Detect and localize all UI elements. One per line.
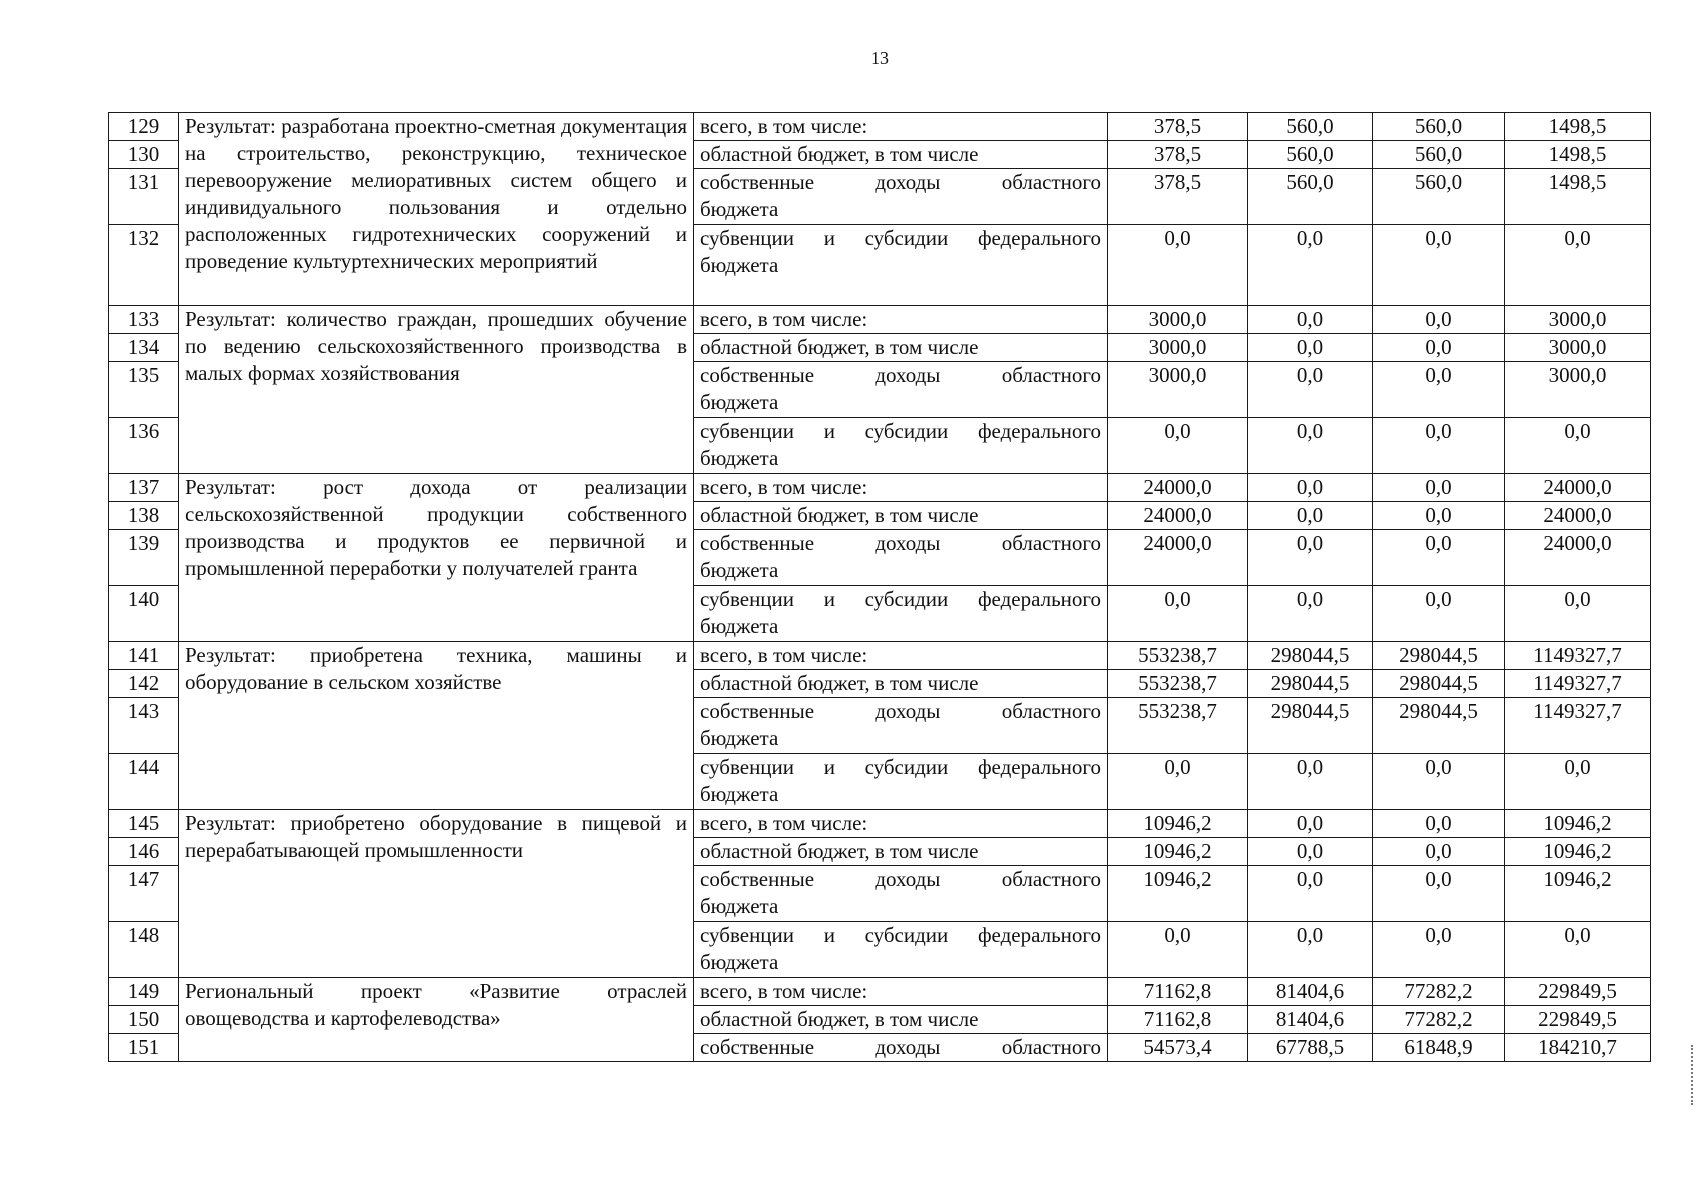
row-number: 129 bbox=[109, 113, 179, 141]
value-total: 1149327,7 bbox=[1505, 698, 1651, 754]
value-year-3: 560,0 bbox=[1373, 141, 1505, 169]
value-year-3: 298044,5 bbox=[1373, 642, 1505, 670]
row-number: 131 bbox=[109, 169, 179, 225]
value-year-3: 0,0 bbox=[1373, 334, 1505, 362]
source-own-line bbox=[700, 1034, 1101, 1061]
value-total: 1498,5 bbox=[1505, 113, 1651, 141]
value-total: 1498,5 bbox=[1505, 141, 1651, 169]
value-year-2: 560,0 bbox=[1248, 141, 1373, 169]
value-year-3: 77282,2 bbox=[1373, 978, 1505, 1006]
source-own-line bbox=[700, 362, 1101, 389]
value-total: 0,0 bbox=[1505, 922, 1651, 978]
value-year-2: 67788,5 bbox=[1248, 1034, 1373, 1062]
margin-mark bbox=[1688, 1045, 1693, 1105]
value-total: 3000,0 bbox=[1505, 334, 1651, 362]
value-year-1: 3000,0 bbox=[1108, 334, 1248, 362]
source-own-word: доходы bbox=[875, 867, 941, 891]
value-year-1: 10946,2 bbox=[1108, 810, 1248, 838]
source-federal: субвенции и субсидии федерального бюджета bbox=[694, 922, 1108, 978]
value-total: 10946,2 bbox=[1505, 838, 1651, 866]
value-total: 0,0 bbox=[1505, 225, 1651, 306]
row-number: 150 bbox=[109, 1006, 179, 1034]
result-description: Результат: разработана проектно-сметная документация на строительство, реконструкцию, техническое перевооружение мелиоративных систем общего и индивидуального пользования и отдельно расположенных гидротехнических сооружений и проведение культуртехнических мероприятий bbox=[179, 113, 694, 306]
row-number: 142 bbox=[109, 670, 179, 698]
value-total: 24000,0 bbox=[1505, 530, 1651, 586]
value-year-2: 298044,5 bbox=[1248, 670, 1373, 698]
table-row bbox=[109, 113, 1651, 141]
source-own-word: областного bbox=[1001, 531, 1101, 555]
value-year-2: 0,0 bbox=[1248, 810, 1373, 838]
budget-table-body bbox=[109, 113, 1651, 1062]
source-federal: субвенции и субсидии федерального бюджета bbox=[694, 418, 1108, 474]
value-year-3: 0,0 bbox=[1373, 922, 1505, 978]
value-year-3: 0,0 bbox=[1373, 530, 1505, 586]
source-own-word: доходы bbox=[875, 170, 941, 194]
source-own-word: доходы bbox=[875, 699, 941, 723]
source-total: всего, в том числе: bbox=[694, 306, 1108, 334]
source-own-word: областного bbox=[1001, 867, 1101, 891]
value-year-2: 560,0 bbox=[1248, 113, 1373, 141]
value-year-1: 553238,7 bbox=[1108, 698, 1248, 754]
value-year-1: 378,5 bbox=[1108, 141, 1248, 169]
value-total: 3000,0 bbox=[1505, 362, 1651, 418]
row-number: 144 bbox=[109, 754, 179, 810]
value-year-2: 298044,5 bbox=[1248, 642, 1373, 670]
value-total: 1149327,7 bbox=[1505, 670, 1651, 698]
value-year-3: 0,0 bbox=[1373, 362, 1505, 418]
source-total: всего, в том числе: bbox=[694, 642, 1108, 670]
page-number: 13 bbox=[871, 48, 889, 68]
value-year-3: 0,0 bbox=[1373, 586, 1505, 642]
value-year-2: 0,0 bbox=[1248, 838, 1373, 866]
value-year-3: 61848,9 bbox=[1373, 1034, 1505, 1062]
value-total: 3000,0 bbox=[1505, 306, 1651, 334]
value-total: 24000,0 bbox=[1505, 502, 1651, 530]
source-own-word: собственные bbox=[700, 531, 815, 555]
row-number: 138 bbox=[109, 502, 179, 530]
value-year-1: 54573,4 bbox=[1108, 1034, 1248, 1062]
source-total: всего, в том числе: bbox=[694, 810, 1108, 838]
value-total: 0,0 bbox=[1505, 586, 1651, 642]
value-year-3: 0,0 bbox=[1373, 225, 1505, 306]
source-own-word: собственные bbox=[700, 867, 815, 891]
value-year-3: 0,0 bbox=[1373, 754, 1505, 810]
value-year-3: 0,0 bbox=[1373, 418, 1505, 474]
value-year-1: 553238,7 bbox=[1108, 642, 1248, 670]
value-total: 229849,5 bbox=[1505, 1006, 1651, 1034]
result-description: Региональный проект «Развитие отраслей овощеводства и картофелеводства» bbox=[179, 978, 694, 1062]
table-row bbox=[109, 810, 1651, 838]
source-own-word: областного bbox=[1001, 170, 1101, 194]
source-regional: областной бюджет, в том числе bbox=[694, 1006, 1108, 1034]
value-total: 1498,5 bbox=[1505, 169, 1651, 225]
row-number: 132 bbox=[109, 225, 179, 306]
value-year-3: 0,0 bbox=[1373, 866, 1505, 922]
source-own-revenue bbox=[694, 362, 1108, 418]
value-total: 10946,2 bbox=[1505, 810, 1651, 838]
value-year-1: 378,5 bbox=[1108, 113, 1248, 141]
value-year-3: 298044,5 bbox=[1373, 670, 1505, 698]
source-regional: областной бюджет, в том числе bbox=[694, 670, 1108, 698]
source-own-word: областного bbox=[1001, 363, 1101, 387]
value-year-3: 560,0 bbox=[1373, 113, 1505, 141]
source-own-revenue bbox=[694, 866, 1108, 922]
value-year-2: 298044,5 bbox=[1248, 698, 1373, 754]
source-total: всего, в том числе: bbox=[694, 474, 1108, 502]
row-number: 136 bbox=[109, 418, 179, 474]
table-row bbox=[109, 306, 1651, 334]
value-year-1: 24000,0 bbox=[1108, 502, 1248, 530]
row-number: 130 bbox=[109, 141, 179, 169]
row-number: 137 bbox=[109, 474, 179, 502]
value-year-2: 0,0 bbox=[1248, 362, 1373, 418]
value-year-1: 3000,0 bbox=[1108, 362, 1248, 418]
value-year-3: 0,0 bbox=[1373, 838, 1505, 866]
result-description: Результат: рост дохода от реализации сельскохозяйственной продукции собственного производства и продуктов ее первичной и промышленной переработки у получателей гранта bbox=[179, 474, 694, 642]
row-number: 134 bbox=[109, 334, 179, 362]
row-number: 141 bbox=[109, 642, 179, 670]
value-year-1: 10946,2 bbox=[1108, 838, 1248, 866]
row-number: 147 bbox=[109, 866, 179, 922]
source-own-line bbox=[700, 530, 1101, 557]
value-year-2: 0,0 bbox=[1248, 474, 1373, 502]
value-year-1: 24000,0 bbox=[1108, 530, 1248, 586]
source-own-line bbox=[700, 698, 1101, 725]
source-own-tail: бюджета bbox=[700, 894, 779, 918]
value-year-1: 71162,8 bbox=[1108, 1006, 1248, 1034]
source-regional: областной бюджет, в том числе bbox=[694, 141, 1108, 169]
value-total: 0,0 bbox=[1505, 418, 1651, 474]
value-year-3: 0,0 bbox=[1373, 306, 1505, 334]
value-year-3: 77282,2 bbox=[1373, 1006, 1505, 1034]
source-own-word: собственные bbox=[700, 1035, 815, 1059]
source-own-tail: бюджета bbox=[700, 197, 779, 221]
value-year-2: 0,0 bbox=[1248, 306, 1373, 334]
result-description: Результат: количество граждан, прошедших обучение по ведению сельскохозяйственного производства в малых формах хозяйствования bbox=[179, 306, 694, 474]
value-year-2: 81404,6 bbox=[1248, 1006, 1373, 1034]
value-year-2: 0,0 bbox=[1248, 334, 1373, 362]
row-number: 135 bbox=[109, 362, 179, 418]
source-own-word: областного bbox=[1001, 699, 1101, 723]
row-number: 133 bbox=[109, 306, 179, 334]
source-own-revenue bbox=[694, 169, 1108, 225]
value-year-2: 0,0 bbox=[1248, 502, 1373, 530]
value-year-2: 0,0 bbox=[1248, 225, 1373, 306]
source-federal: субвенции и субсидии федерального бюджета bbox=[694, 225, 1108, 306]
value-year-2: 0,0 bbox=[1248, 530, 1373, 586]
value-year-2: 0,0 bbox=[1248, 866, 1373, 922]
row-number: 148 bbox=[109, 922, 179, 978]
source-own-tail: бюджета bbox=[700, 390, 779, 414]
value-year-1: 0,0 bbox=[1108, 586, 1248, 642]
source-own-word: собственные bbox=[700, 170, 815, 194]
row-number: 151 bbox=[109, 1034, 179, 1062]
value-year-1: 24000,0 bbox=[1108, 474, 1248, 502]
value-year-1: 3000,0 bbox=[1108, 306, 1248, 334]
value-year-1: 0,0 bbox=[1108, 922, 1248, 978]
source-own-word: областного bbox=[1001, 1035, 1101, 1059]
source-federal: субвенции и субсидии федерального бюджета bbox=[694, 586, 1108, 642]
source-own-revenue bbox=[694, 698, 1108, 754]
value-total: 229849,5 bbox=[1505, 978, 1651, 1006]
source-own-line bbox=[700, 866, 1101, 893]
row-number: 140 bbox=[109, 586, 179, 642]
value-total: 1149327,7 bbox=[1505, 642, 1651, 670]
source-regional: областной бюджет, в том числе bbox=[694, 502, 1108, 530]
value-total: 0,0 bbox=[1505, 754, 1651, 810]
table-row bbox=[109, 474, 1651, 502]
value-year-3: 560,0 bbox=[1373, 169, 1505, 225]
value-year-2: 0,0 bbox=[1248, 922, 1373, 978]
source-own-revenue bbox=[694, 1034, 1108, 1062]
row-number: 146 bbox=[109, 838, 179, 866]
value-year-1: 10946,2 bbox=[1108, 866, 1248, 922]
value-year-3: 0,0 bbox=[1373, 810, 1505, 838]
value-year-2: 81404,6 bbox=[1248, 978, 1373, 1006]
source-regional: областной бюджет, в том числе bbox=[694, 838, 1108, 866]
value-year-2: 560,0 bbox=[1248, 169, 1373, 225]
source-own-tail: бюджета bbox=[700, 558, 779, 582]
budget-table bbox=[108, 112, 1651, 1062]
value-year-2: 0,0 bbox=[1248, 418, 1373, 474]
value-year-1: 0,0 bbox=[1108, 418, 1248, 474]
source-own-word: доходы bbox=[875, 363, 941, 387]
value-year-2: 0,0 bbox=[1248, 586, 1373, 642]
table-row bbox=[109, 978, 1651, 1006]
row-number: 145 bbox=[109, 810, 179, 838]
source-own-revenue bbox=[694, 530, 1108, 586]
source-regional: областной бюджет, в том числе bbox=[694, 334, 1108, 362]
value-year-1: 0,0 bbox=[1108, 225, 1248, 306]
source-own-word: собственные bbox=[700, 363, 815, 387]
source-total: всего, в том числе: bbox=[694, 113, 1108, 141]
value-year-3: 0,0 bbox=[1373, 474, 1505, 502]
source-own-word: собственные bbox=[700, 699, 815, 723]
source-federal: субвенции и субсидии федерального бюджета bbox=[694, 754, 1108, 810]
value-year-1: 0,0 bbox=[1108, 754, 1248, 810]
result-description: Результат: приобретено оборудование в пищевой и перерабатывающей промышленности bbox=[179, 810, 694, 978]
value-total: 10946,2 bbox=[1505, 866, 1651, 922]
source-own-line bbox=[700, 169, 1101, 196]
source-own-word: доходы bbox=[875, 1035, 941, 1059]
value-year-1: 378,5 bbox=[1108, 169, 1248, 225]
value-total: 184210,7 bbox=[1505, 1034, 1651, 1062]
value-total: 24000,0 bbox=[1505, 474, 1651, 502]
row-number: 143 bbox=[109, 698, 179, 754]
value-year-1: 553238,7 bbox=[1108, 670, 1248, 698]
source-total: всего, в том числе: bbox=[694, 978, 1108, 1006]
row-number: 149 bbox=[109, 978, 179, 1006]
table-row bbox=[109, 642, 1651, 670]
source-own-tail: бюджета bbox=[700, 726, 779, 750]
value-year-2: 0,0 bbox=[1248, 754, 1373, 810]
value-year-3: 0,0 bbox=[1373, 502, 1505, 530]
row-number: 139 bbox=[109, 530, 179, 586]
source-own-word: доходы bbox=[875, 531, 941, 555]
result-description: Результат: приобретена техника, машины и оборудование в сельском хозяйстве bbox=[179, 642, 694, 810]
value-year-3: 298044,5 bbox=[1373, 698, 1505, 754]
value-year-1: 71162,8 bbox=[1108, 978, 1248, 1006]
